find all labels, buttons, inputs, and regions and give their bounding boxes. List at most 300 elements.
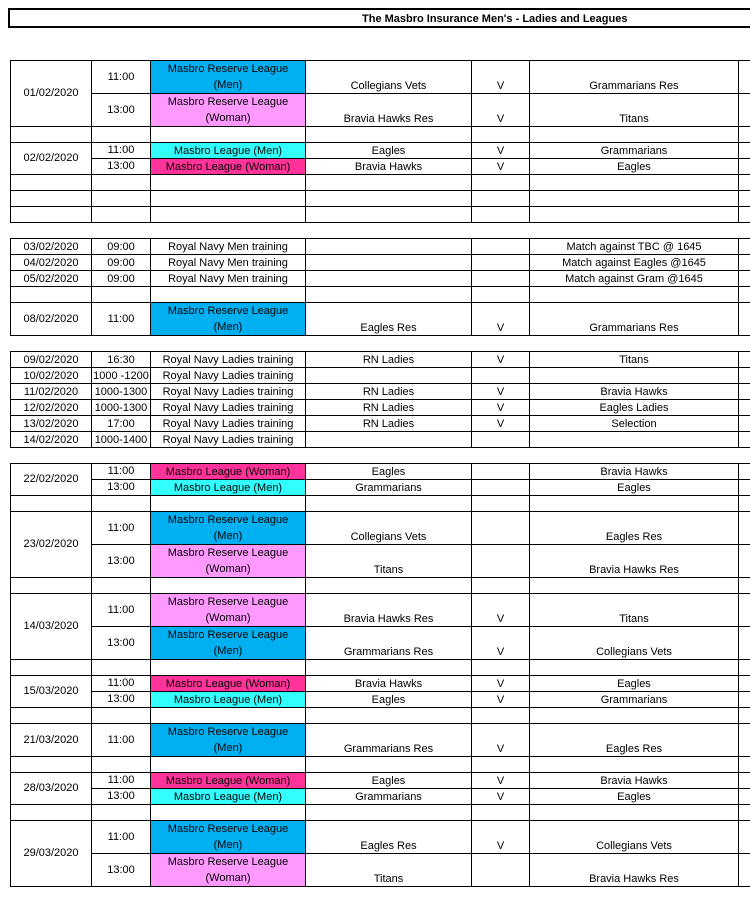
date-cell: 14/03/2020 xyxy=(11,594,92,660)
date-cell: 11/02/2020 xyxy=(11,384,92,400)
date-cell: 10/02/2020 xyxy=(11,368,92,384)
empty-cell xyxy=(306,660,472,676)
empty-cell xyxy=(92,708,151,724)
league-cell: Masbro Reserve League (Men) xyxy=(151,303,306,336)
extra-cell xyxy=(739,143,750,159)
table-row xyxy=(11,692,750,708)
date-cell: 03/02/2020 xyxy=(11,239,92,255)
extra-cell xyxy=(739,255,750,271)
empty-cell xyxy=(472,175,530,191)
extra-cell xyxy=(739,480,750,496)
league-cell: Royal Navy Men training xyxy=(151,239,306,255)
league-cell: Masbro League (Men) xyxy=(151,692,306,708)
extra-cell xyxy=(739,352,750,368)
table-row xyxy=(11,545,750,578)
time-cell: 16:30 xyxy=(92,352,151,368)
league-cell: Masbro League (Men) xyxy=(151,143,306,159)
empty-cell xyxy=(530,708,739,724)
empty-cell xyxy=(11,191,92,207)
empty-cell xyxy=(739,287,750,303)
versus-cell: V xyxy=(472,821,530,854)
table-row xyxy=(11,480,750,496)
league-cell: Masbro League (Woman) xyxy=(151,676,306,692)
versus-cell xyxy=(472,239,530,255)
league-cell: Royal Navy Ladies training xyxy=(151,400,306,416)
gap-row xyxy=(11,336,750,352)
time-cell: 13:00 xyxy=(92,480,151,496)
table-row xyxy=(11,271,750,287)
empty-cell xyxy=(11,578,92,594)
spacer-row xyxy=(11,757,750,773)
time-cell: 13:00 xyxy=(92,545,151,578)
home-team-cell: Bravia Hawks Res xyxy=(306,94,472,127)
away-team-cell: Eagles xyxy=(530,480,739,496)
empty-cell xyxy=(739,578,750,594)
spacer-row xyxy=(11,805,750,821)
away-team-cell: Eagles Ladies xyxy=(530,400,739,416)
extra-cell xyxy=(739,271,750,287)
league-cell: Masbro League (Men) xyxy=(151,480,306,496)
league-cell: Masbro Reserve League (Men) xyxy=(151,821,306,854)
versus-cell xyxy=(472,854,530,887)
extra-cell xyxy=(739,627,750,660)
extra-cell xyxy=(739,676,750,692)
time-cell: 13:00 xyxy=(92,854,151,887)
home-team-cell xyxy=(306,271,472,287)
time-cell: 13:00 xyxy=(92,692,151,708)
league-cell: Royal Navy Ladies training xyxy=(151,352,306,368)
table-row xyxy=(11,159,750,175)
extra-cell xyxy=(739,384,750,400)
home-team-cell xyxy=(306,239,472,255)
empty-cell xyxy=(530,191,739,207)
away-team-cell: Bravia Hawks Res xyxy=(530,545,739,578)
empty-cell xyxy=(151,708,306,724)
empty-cell xyxy=(472,127,530,143)
empty-cell xyxy=(11,287,92,303)
home-team-cell: Eagles xyxy=(306,143,472,159)
date-cell: 12/02/2020 xyxy=(11,400,92,416)
empty-cell xyxy=(472,805,530,821)
extra-cell xyxy=(739,512,750,545)
home-team-cell: Bravia Hawks Res xyxy=(306,594,472,627)
away-team-cell: Bravia Hawks xyxy=(530,464,739,480)
versus-cell xyxy=(472,545,530,578)
versus-cell: V xyxy=(472,61,530,94)
home-team-cell: Bravia Hawks xyxy=(306,676,472,692)
time-cell: 1000-1400 xyxy=(92,432,151,448)
extra-cell xyxy=(739,724,750,757)
spacer-row xyxy=(11,496,750,512)
league-cell: Masbro Reserve League (Woman) xyxy=(151,594,306,627)
empty-cell xyxy=(151,191,306,207)
versus-cell: V xyxy=(472,724,530,757)
empty-cell xyxy=(11,207,92,223)
home-team-cell: Titans xyxy=(306,854,472,887)
date-cell: 08/02/2020 xyxy=(11,303,92,336)
home-team-cell xyxy=(306,368,472,384)
date-cell: 28/03/2020 xyxy=(11,773,92,805)
empty-cell xyxy=(530,287,739,303)
gap-cell xyxy=(11,448,750,464)
table-row xyxy=(11,94,750,127)
away-team-cell: Eagles xyxy=(530,159,739,175)
empty-cell xyxy=(306,708,472,724)
empty-cell xyxy=(306,287,472,303)
extra-cell xyxy=(739,692,750,708)
versus-cell xyxy=(472,464,530,480)
away-team-cell: Grammarians xyxy=(530,143,739,159)
spacer-row xyxy=(11,578,750,594)
versus-cell: V xyxy=(472,773,530,789)
versus-cell xyxy=(472,480,530,496)
empty-cell xyxy=(472,708,530,724)
away-team-cell: Selection xyxy=(530,416,739,432)
empty-cell xyxy=(151,287,306,303)
date-cell: 09/02/2020 xyxy=(11,352,92,368)
home-team-cell: Collegians Vets xyxy=(306,512,472,545)
table-row xyxy=(11,464,750,480)
table-row xyxy=(11,143,750,159)
date-cell: 15/03/2020 xyxy=(11,676,92,708)
empty-cell xyxy=(92,287,151,303)
empty-cell xyxy=(11,127,92,143)
time-cell: 11:00 xyxy=(92,143,151,159)
extra-cell xyxy=(739,594,750,627)
spacer-row xyxy=(11,207,750,223)
away-team-cell: Grammarians Res xyxy=(530,303,739,336)
empty-cell xyxy=(11,175,92,191)
extra-cell xyxy=(739,159,750,175)
time-cell: 11:00 xyxy=(92,676,151,692)
date-cell: 13/02/2020 xyxy=(11,416,92,432)
home-team-cell: Titans xyxy=(306,545,472,578)
spacer-row xyxy=(11,127,750,143)
time-cell: 09:00 xyxy=(92,271,151,287)
empty-cell xyxy=(472,191,530,207)
league-cell: Royal Navy Ladies training xyxy=(151,432,306,448)
home-team-cell: RN Ladies xyxy=(306,352,472,368)
league-cell: Masbro Reserve League (Woman) xyxy=(151,854,306,887)
empty-cell xyxy=(739,175,750,191)
time-cell: 13:00 xyxy=(92,159,151,175)
time-cell: 09:00 xyxy=(92,239,151,255)
versus-cell: V xyxy=(472,384,530,400)
home-team-cell: Eagles xyxy=(306,773,472,789)
empty-cell xyxy=(92,191,151,207)
home-team-cell: RN Ladies xyxy=(306,416,472,432)
gap-row xyxy=(11,223,750,239)
spacer-row xyxy=(11,660,750,676)
extra-cell xyxy=(739,821,750,854)
empty-cell xyxy=(11,708,92,724)
away-team-cell: Titans xyxy=(530,94,739,127)
table-row xyxy=(11,384,750,400)
away-team-cell: Eagles Res xyxy=(530,512,739,545)
table-row xyxy=(11,627,750,660)
empty-cell xyxy=(530,127,739,143)
extra-cell xyxy=(739,303,750,336)
home-team-cell: RN Ladies xyxy=(306,400,472,416)
empty-cell xyxy=(472,207,530,223)
table-row xyxy=(11,352,750,368)
empty-cell xyxy=(530,578,739,594)
date-cell: 04/02/2020 xyxy=(11,255,92,271)
table-row xyxy=(11,239,750,255)
table-row xyxy=(11,255,750,271)
table-row xyxy=(11,773,750,789)
table-row xyxy=(11,789,750,805)
league-cell: Royal Navy Men training xyxy=(151,271,306,287)
away-team-cell: Collegians Vets xyxy=(530,627,739,660)
away-team-cell: Match against Gram @1645 xyxy=(530,271,739,287)
title-bar xyxy=(8,8,750,28)
versus-cell xyxy=(472,255,530,271)
empty-cell xyxy=(151,175,306,191)
versus-cell: V xyxy=(472,143,530,159)
time-cell: 09:00 xyxy=(92,255,151,271)
empty-cell xyxy=(151,757,306,773)
empty-cell xyxy=(530,757,739,773)
empty-cell xyxy=(306,127,472,143)
empty-cell xyxy=(739,708,750,724)
empty-cell xyxy=(530,496,739,512)
table-row xyxy=(11,724,750,757)
away-team-cell: Titans xyxy=(530,352,739,368)
versus-cell: V xyxy=(472,400,530,416)
empty-cell xyxy=(92,660,151,676)
schedule-table xyxy=(10,60,750,887)
time-cell: 1000-1300 xyxy=(92,400,151,416)
empty-cell xyxy=(472,496,530,512)
time-cell: 13:00 xyxy=(92,789,151,805)
gap-cell xyxy=(11,336,750,352)
empty-cell xyxy=(151,207,306,223)
league-cell: Masbro Reserve League (Men) xyxy=(151,61,306,94)
home-team-cell xyxy=(306,432,472,448)
versus-cell: V xyxy=(472,692,530,708)
versus-cell: V xyxy=(472,352,530,368)
table-row xyxy=(11,368,750,384)
date-cell: 22/02/2020 xyxy=(11,464,92,496)
league-cell: Masbro League (Woman) xyxy=(151,773,306,789)
time-cell: 11:00 xyxy=(92,61,151,94)
empty-cell xyxy=(92,127,151,143)
away-team-cell: Grammarians Res xyxy=(530,61,739,94)
league-cell: Royal Navy Ladies training xyxy=(151,384,306,400)
date-cell: 21/03/2020 xyxy=(11,724,92,757)
empty-cell xyxy=(530,805,739,821)
league-cell: Royal Navy Ladies training xyxy=(151,416,306,432)
extra-cell xyxy=(739,239,750,255)
gap-cell xyxy=(11,223,750,239)
empty-cell xyxy=(151,805,306,821)
extra-cell xyxy=(739,545,750,578)
away-team-cell: Titans xyxy=(530,594,739,627)
empty-cell xyxy=(306,207,472,223)
empty-cell xyxy=(530,207,739,223)
league-cell: Masbro League (Men) xyxy=(151,789,306,805)
away-team-cell: Bravia Hawks Res xyxy=(530,854,739,887)
versus-cell: V xyxy=(472,789,530,805)
empty-cell xyxy=(306,578,472,594)
empty-cell xyxy=(92,578,151,594)
time-cell: 1000 -1200 xyxy=(92,368,151,384)
empty-cell xyxy=(11,660,92,676)
sheet-title: The Masbro Insurance Men's - Ladies and Leagues xyxy=(362,13,628,25)
extra-cell xyxy=(739,789,750,805)
empty-cell xyxy=(151,496,306,512)
away-team-cell: Bravia Hawks xyxy=(530,773,739,789)
league-cell: Masbro Reserve League (Men) xyxy=(151,512,306,545)
home-team-cell: Eagles Res xyxy=(306,821,472,854)
time-cell: 17:00 xyxy=(92,416,151,432)
extra-cell xyxy=(739,400,750,416)
table-row xyxy=(11,416,750,432)
table-row xyxy=(11,821,750,854)
away-team-cell: Eagles Res xyxy=(530,724,739,757)
empty-cell xyxy=(739,660,750,676)
versus-cell: V xyxy=(472,594,530,627)
empty-cell xyxy=(151,127,306,143)
versus-cell: V xyxy=(472,627,530,660)
extra-cell xyxy=(739,416,750,432)
spacer-row xyxy=(11,191,750,207)
empty-cell xyxy=(472,287,530,303)
time-cell: 11:00 xyxy=(92,821,151,854)
table-row xyxy=(11,512,750,545)
away-team-cell: Bravia Hawks xyxy=(530,384,739,400)
home-team-cell: Grammarians Res xyxy=(306,724,472,757)
away-team-cell: Match against TBC @ 1645 xyxy=(530,239,739,255)
time-cell: 11:00 xyxy=(92,724,151,757)
date-cell: 29/03/2020 xyxy=(11,821,92,887)
home-team-cell: Eagles xyxy=(306,464,472,480)
empty-cell xyxy=(739,207,750,223)
league-cell: Royal Navy Men training xyxy=(151,255,306,271)
date-cell: 02/02/2020 xyxy=(11,143,92,175)
league-cell: Royal Navy Ladies training xyxy=(151,368,306,384)
league-cell: Masbro Reserve League (Men) xyxy=(151,724,306,757)
gap-row xyxy=(11,448,750,464)
away-team-cell: Match against Eagles @1645 xyxy=(530,255,739,271)
home-team-cell: Eagles Res xyxy=(306,303,472,336)
extra-cell xyxy=(739,773,750,789)
empty-cell xyxy=(739,805,750,821)
empty-cell xyxy=(11,757,92,773)
empty-cell xyxy=(739,191,750,207)
home-team-cell: Grammarians xyxy=(306,480,472,496)
empty-cell xyxy=(739,757,750,773)
date-cell: 05/02/2020 xyxy=(11,271,92,287)
spacer-row xyxy=(11,287,750,303)
home-team-cell: Collegians Vets xyxy=(306,61,472,94)
extra-cell xyxy=(739,854,750,887)
empty-cell xyxy=(92,207,151,223)
time-cell: 11:00 xyxy=(92,773,151,789)
versus-cell xyxy=(472,512,530,545)
time-cell: 11:00 xyxy=(92,464,151,480)
away-team-cell xyxy=(530,368,739,384)
league-cell: Masbro League (Woman) xyxy=(151,159,306,175)
time-cell: 11:00 xyxy=(92,512,151,545)
versus-cell xyxy=(472,271,530,287)
home-team-cell: Eagles xyxy=(306,692,472,708)
empty-cell xyxy=(472,578,530,594)
table-row xyxy=(11,303,750,336)
away-team-cell xyxy=(530,432,739,448)
time-cell: 13:00 xyxy=(92,94,151,127)
table-row xyxy=(11,594,750,627)
home-team-cell: Grammarians xyxy=(306,789,472,805)
versus-cell: V xyxy=(472,676,530,692)
versus-cell xyxy=(472,432,530,448)
date-cell: 14/02/2020 xyxy=(11,432,92,448)
empty-cell xyxy=(306,191,472,207)
empty-cell xyxy=(151,578,306,594)
empty-cell xyxy=(472,660,530,676)
time-cell: 11:00 xyxy=(92,303,151,336)
versus-cell: V xyxy=(472,416,530,432)
time-cell: 13:00 xyxy=(92,627,151,660)
versus-cell xyxy=(472,368,530,384)
away-team-cell: Eagles xyxy=(530,789,739,805)
empty-cell xyxy=(11,805,92,821)
empty-cell xyxy=(11,496,92,512)
home-team-cell: Grammarians Res xyxy=(306,627,472,660)
versus-cell: V xyxy=(472,94,530,127)
spacer-row xyxy=(11,708,750,724)
empty-cell xyxy=(306,757,472,773)
spacer-row xyxy=(11,175,750,191)
league-cell: Masbro League (Woman) xyxy=(151,464,306,480)
empty-cell xyxy=(92,175,151,191)
extra-cell xyxy=(739,368,750,384)
empty-cell xyxy=(92,805,151,821)
away-team-cell: Collegians Vets xyxy=(530,821,739,854)
away-team-cell: Eagles xyxy=(530,676,739,692)
league-cell: Masbro Reserve League (Woman) xyxy=(151,545,306,578)
table-row xyxy=(11,400,750,416)
empty-cell xyxy=(739,496,750,512)
date-cell: 23/02/2020 xyxy=(11,512,92,578)
table-row xyxy=(11,854,750,887)
league-cell: Masbro Reserve League (Woman) xyxy=(151,94,306,127)
date-cell: 01/02/2020 xyxy=(11,61,92,127)
empty-cell xyxy=(92,496,151,512)
empty-cell xyxy=(92,757,151,773)
home-team-cell: Bravia Hawks xyxy=(306,159,472,175)
table-row xyxy=(11,676,750,692)
empty-cell xyxy=(530,175,739,191)
extra-cell xyxy=(739,432,750,448)
home-team-cell xyxy=(306,255,472,271)
table-row xyxy=(11,61,750,94)
extra-cell xyxy=(739,464,750,480)
empty-cell xyxy=(530,660,739,676)
empty-cell xyxy=(306,805,472,821)
versus-cell: V xyxy=(472,159,530,175)
extra-cell xyxy=(739,94,750,127)
empty-cell xyxy=(151,660,306,676)
time-cell: 11:00 xyxy=(92,594,151,627)
away-team-cell: Grammarians xyxy=(530,692,739,708)
league-cell: Masbro Reserve League (Men) xyxy=(151,627,306,660)
home-team-cell: RN Ladies xyxy=(306,384,472,400)
table-row xyxy=(11,432,750,448)
empty-cell xyxy=(306,175,472,191)
extra-cell xyxy=(739,61,750,94)
